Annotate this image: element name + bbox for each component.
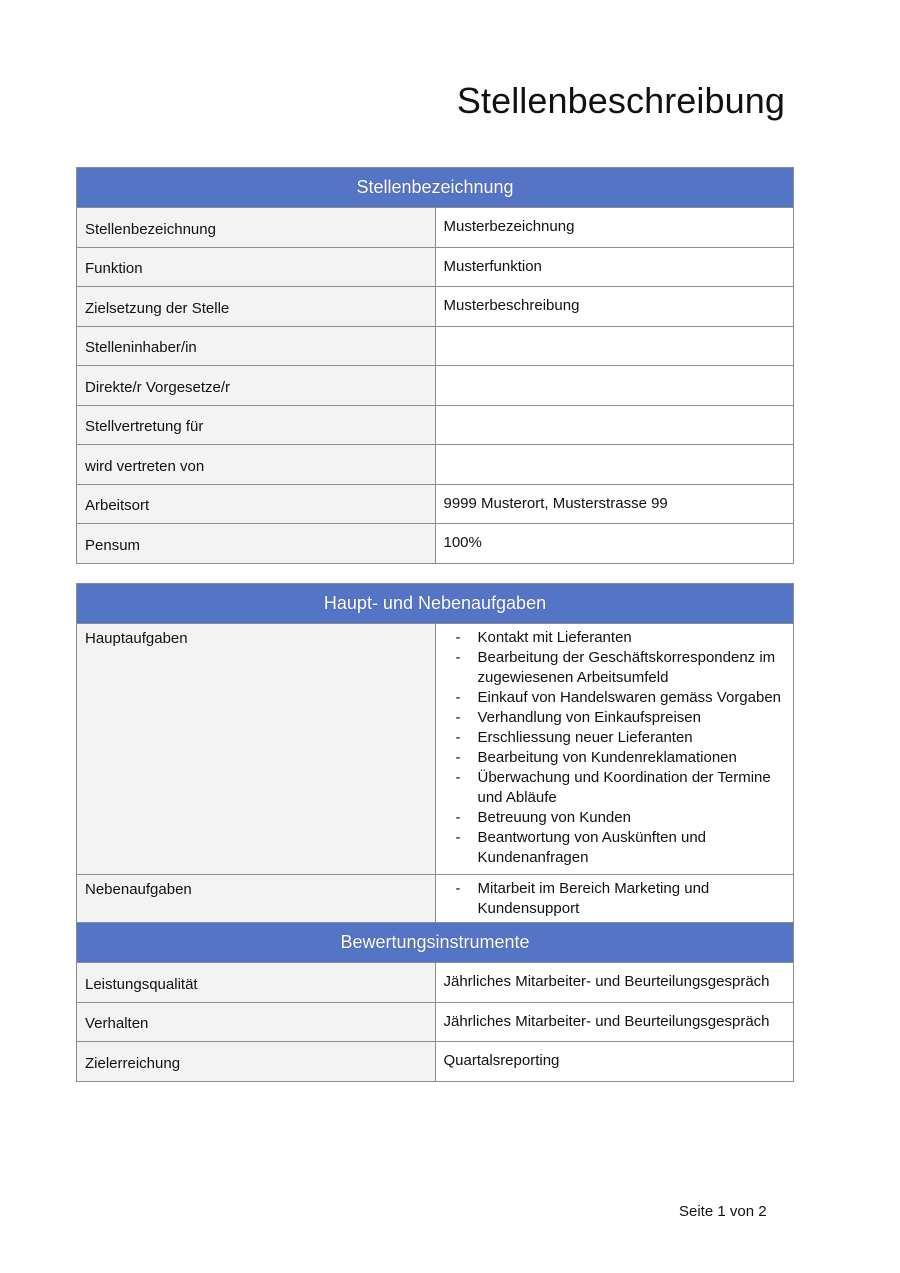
section-header-tasks: Haupt- und Nebenaufgaben xyxy=(77,584,794,624)
row-label xyxy=(77,326,436,366)
table-row xyxy=(77,1002,794,1042)
row-label-text: Stellvertretung für xyxy=(85,418,204,436)
list-item: - Kontakt mit Lieferanten xyxy=(456,628,786,648)
table-row xyxy=(77,1042,794,1082)
list-item: - Beantwortung von Auskünften und Kundenanfragen xyxy=(456,828,786,868)
row-label-text: Zielsetzung der Stelle xyxy=(85,299,230,317)
job-title-table xyxy=(76,167,794,564)
row-value: Jährliches Mitarbeiter- und Beurteilungsgespräch xyxy=(435,963,794,1003)
row-label-text: Pensum xyxy=(85,536,141,554)
table-row xyxy=(77,247,794,287)
row-value: Quartalsreporting xyxy=(435,1042,794,1082)
table-row xyxy=(77,326,794,366)
row-label xyxy=(77,366,436,406)
row-label-text: Nebenaufgaben xyxy=(85,881,192,898)
row-value: Musterbezeichnung xyxy=(435,208,794,248)
row-label xyxy=(77,963,436,1003)
row-label-text: wird vertreten von xyxy=(85,457,205,475)
row-value xyxy=(435,405,794,445)
row-label xyxy=(77,287,436,327)
list-item: - Einkauf von Handelswaren gemäss Vorgaben xyxy=(456,688,786,708)
row-label-text: Zielerreichung xyxy=(85,1054,181,1072)
section-header-evaluation: Bewertungsinstrumente xyxy=(77,923,794,963)
row-label-text: Verhalten xyxy=(85,1015,149,1033)
main-tasks-list xyxy=(436,624,786,874)
list-item: - Betreuung von Kunden xyxy=(456,808,786,828)
evaluation-table xyxy=(76,922,794,1082)
page-number: Seite 1 von 2 xyxy=(679,1203,767,1220)
section-header-job-title: Stellenbezeichnung xyxy=(77,168,794,208)
section-header-row xyxy=(77,923,794,963)
table-row xyxy=(77,524,794,564)
section-header-row xyxy=(77,168,794,208)
row-value xyxy=(435,326,794,366)
row-label-text: Hauptaufgaben xyxy=(85,630,188,647)
section-header-row xyxy=(77,584,794,624)
row-label xyxy=(77,484,436,524)
row-value: Jährliches Mitarbeiter- und Beurteilungsgespräch xyxy=(435,1002,794,1042)
list-item: - Erschliessung neuer Lieferanten xyxy=(456,728,786,748)
row-value: Musterbeschreibung xyxy=(435,287,794,327)
page-title: Stellenbeschreibung xyxy=(456,80,785,121)
table-row xyxy=(77,366,794,406)
row-label-text: Leistungsqualität xyxy=(85,975,198,993)
row-label-text: Stellenbezeichnung xyxy=(85,220,216,238)
list-item: - Bearbeitung der Geschäftskorrespondenz im zugewiesenen Arbeitsumfeld xyxy=(456,648,786,688)
row-label-text: Stelleninhaber/in xyxy=(85,339,197,357)
table-row xyxy=(77,624,794,875)
row-value: 100% xyxy=(435,524,794,564)
row-label xyxy=(77,405,436,445)
row-label xyxy=(77,247,436,287)
row-label-text: Funktion xyxy=(85,260,143,278)
row-label xyxy=(77,1002,436,1042)
row-value: Musterfunktion xyxy=(435,247,794,287)
table-row xyxy=(77,963,794,1003)
row-value xyxy=(435,366,794,406)
main-tasks-cell xyxy=(435,624,794,875)
list-item: - Bearbeitung von Kundenreklamationen xyxy=(456,748,786,768)
row-label xyxy=(77,524,436,564)
row-label xyxy=(77,445,436,485)
list-item: - Überwachung und Koordination der Termine und Abläufe xyxy=(456,768,786,808)
table-row xyxy=(77,445,794,485)
row-value xyxy=(435,445,794,485)
list-item: - Verhandlung von Einkaufspreisen xyxy=(456,708,786,728)
table-row xyxy=(77,484,794,524)
row-label-text: Arbeitsort xyxy=(85,497,150,515)
row-label xyxy=(77,1042,436,1082)
list-item: - Mitarbeit im Bereich Marketing und Kundensupport xyxy=(456,879,786,919)
row-label-text: Direkte/r Vorgesetze/r xyxy=(85,378,231,396)
row-label xyxy=(77,624,436,875)
row-value: 9999 Musterort, Musterstrasse 99 xyxy=(435,484,794,524)
table-row xyxy=(77,208,794,248)
table-row xyxy=(77,287,794,327)
table-row xyxy=(77,405,794,445)
tasks-table xyxy=(76,583,794,966)
row-label xyxy=(77,208,436,248)
